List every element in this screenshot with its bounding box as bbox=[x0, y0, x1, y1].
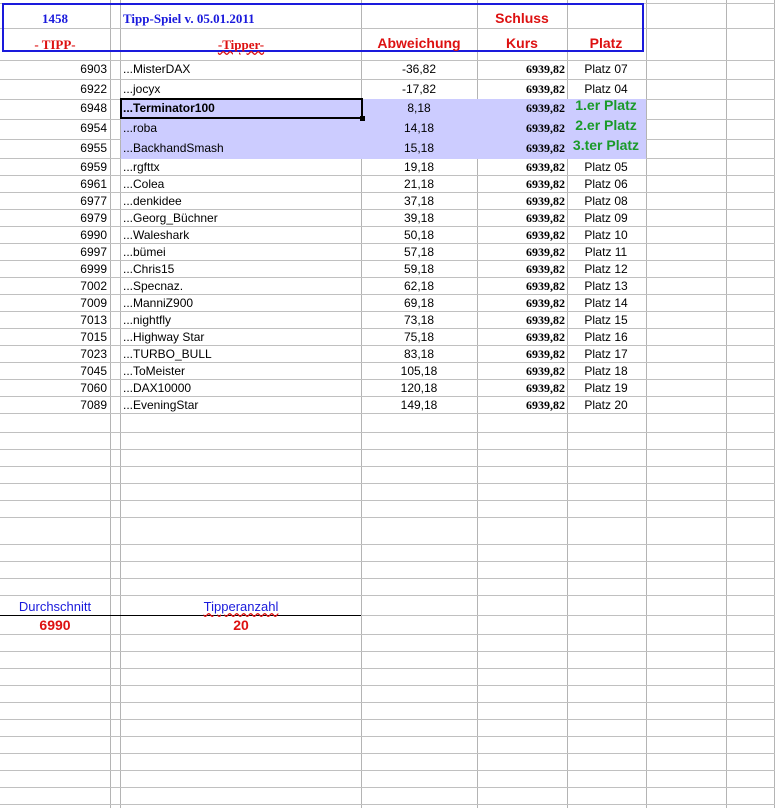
column-gridline bbox=[646, 0, 647, 808]
abweichung-cell[interactable]: 83,18 bbox=[403, 347, 435, 361]
tipperanzahl-label: Tipperanzahl bbox=[203, 599, 279, 614]
kurs-cell[interactable]: 6939,82 bbox=[526, 296, 565, 310]
abweichung-cell[interactable]: 37,18 bbox=[403, 194, 435, 208]
abweichung-cell[interactable]: 149,18 bbox=[400, 398, 438, 412]
platz-cell[interactable]: Platz 18 bbox=[584, 364, 628, 378]
tipp-cell[interactable]: 7089 bbox=[80, 398, 107, 412]
durchschnitt-value: 6990 bbox=[39, 617, 71, 633]
row-gridline bbox=[0, 544, 775, 545]
kurs-cell[interactable]: 6939,82 bbox=[526, 330, 565, 344]
abweichung-cell[interactable]: -36,82 bbox=[401, 62, 437, 76]
row-gridline bbox=[0, 770, 775, 771]
tipper-cell[interactable]: ...nightfly bbox=[123, 313, 172, 327]
row-gridline bbox=[0, 595, 775, 596]
kurs-cell[interactable]: 6939,82 bbox=[526, 194, 565, 208]
tipp-cell[interactable]: 6948 bbox=[80, 101, 107, 115]
row-gridline bbox=[0, 651, 775, 652]
row-gridline bbox=[0, 561, 775, 562]
col-header-tipp: - TIPP- bbox=[34, 37, 76, 52]
row-gridline bbox=[0, 578, 775, 579]
row-gridline bbox=[0, 432, 775, 433]
platz-cell[interactable]: Platz 08 bbox=[584, 194, 628, 208]
tipp-cell[interactable]: 6955 bbox=[80, 141, 107, 155]
col-header-schluss: Schluss bbox=[495, 10, 549, 26]
row-gridline bbox=[0, 449, 775, 450]
platz-cell[interactable]: 2.er Platz bbox=[575, 117, 637, 133]
tipp-cell[interactable]: 6999 bbox=[80, 262, 107, 276]
tipp-cell[interactable]: 7015 bbox=[80, 330, 107, 344]
platz-cell[interactable]: Platz 07 bbox=[584, 62, 628, 76]
row-gridline bbox=[0, 736, 775, 737]
kurs-cell[interactable]: 6939,82 bbox=[526, 262, 565, 276]
tipp-cell[interactable]: 7013 bbox=[80, 313, 107, 327]
fill-handle[interactable] bbox=[360, 116, 365, 121]
platz-cell[interactable]: Platz 04 bbox=[584, 82, 628, 96]
tipp-cell[interactable]: 6903 bbox=[80, 62, 107, 76]
platz-cell[interactable]: Platz 13 bbox=[584, 279, 628, 293]
col-header-kurs: Kurs bbox=[506, 35, 538, 51]
tipper-cell[interactable]: ...DAX10000 bbox=[123, 381, 192, 395]
tipper-cell[interactable]: ...MisterDAX bbox=[123, 62, 191, 76]
tipper-cell[interactable]: ...EveningStar bbox=[123, 398, 199, 412]
tipper-cell[interactable]: ...Georg_Büchner bbox=[123, 211, 218, 225]
tipper-cell[interactable]: ...Chris15 bbox=[123, 262, 175, 276]
tipp-cell[interactable]: 6922 bbox=[80, 82, 107, 96]
tipp-cell[interactable]: 6954 bbox=[80, 121, 107, 135]
kurs-cell[interactable]: 6939,82 bbox=[526, 228, 565, 242]
tipp-cell[interactable]: 7009 bbox=[80, 296, 107, 310]
row-gridline bbox=[0, 634, 775, 635]
tipper-cell[interactable]: ...bümei bbox=[123, 245, 166, 259]
row-gridline bbox=[0, 79, 775, 80]
col-header-abweichung: Abweichung bbox=[377, 35, 461, 51]
tipper-cell[interactable]: ...Specnaz. bbox=[123, 279, 184, 293]
abweichung-cell[interactable]: 8,18 bbox=[407, 101, 431, 115]
tipperanzahl-value: 20 bbox=[233, 617, 249, 633]
kurs-cell[interactable]: 6939,82 bbox=[526, 211, 565, 225]
abweichung-cell[interactable]: 15,18 bbox=[403, 141, 435, 155]
abweichung-cell[interactable]: 73,18 bbox=[403, 313, 435, 327]
kurs-cell[interactable]: 6939,82 bbox=[526, 177, 565, 191]
tipp-cell[interactable]: 7060 bbox=[80, 381, 107, 395]
abweichung-cell[interactable]: 69,18 bbox=[403, 296, 435, 310]
tipp-cell[interactable]: 6961 bbox=[80, 177, 107, 191]
abweichung-cell[interactable]: 50,18 bbox=[403, 228, 435, 242]
tipper-cell[interactable]: ...ToMeister bbox=[123, 364, 186, 378]
tipper-cell[interactable]: ...TURBO_BULL bbox=[123, 347, 212, 361]
kurs-cell[interactable]: 6939,82 bbox=[526, 121, 565, 135]
abweichung-cell[interactable]: 14,18 bbox=[403, 121, 435, 135]
row-gridline bbox=[0, 668, 775, 669]
platz-cell[interactable]: 1.er Platz bbox=[575, 97, 637, 113]
platz-cell[interactable]: Platz 20 bbox=[584, 398, 628, 412]
kurs-cell[interactable]: 6939,82 bbox=[526, 398, 565, 412]
kurs-cell[interactable]: 6939,82 bbox=[526, 347, 565, 361]
tipper-cell[interactable]: ...rgfttx bbox=[123, 160, 160, 174]
abweichung-cell[interactable]: 19,18 bbox=[403, 160, 435, 174]
platz-cell[interactable]: Platz 06 bbox=[584, 177, 628, 191]
kurs-cell[interactable]: 6939,82 bbox=[526, 279, 565, 293]
row-gridline bbox=[0, 702, 775, 703]
tipper-cell[interactable]: ...Waleshark bbox=[123, 228, 190, 242]
abweichung-cell[interactable]: 62,18 bbox=[403, 279, 435, 293]
platz-cell[interactable]: Platz 10 bbox=[584, 228, 628, 242]
platz-cell[interactable]: Platz 05 bbox=[584, 160, 628, 174]
tipp-cell[interactable]: 6959 bbox=[80, 160, 107, 174]
tipper-cell[interactable]: ...Terminator100 bbox=[123, 101, 215, 115]
kurs-cell[interactable]: 6939,82 bbox=[526, 245, 565, 259]
abweichung-cell[interactable]: -17,82 bbox=[401, 82, 437, 96]
tipper-cell[interactable]: ...Colea bbox=[123, 177, 165, 191]
platz-cell[interactable]: Platz 16 bbox=[584, 330, 628, 344]
abweichung-cell[interactable]: 39,18 bbox=[403, 211, 435, 225]
kurs-cell[interactable]: 6939,82 bbox=[526, 141, 565, 155]
tipp-cell[interactable]: 6990 bbox=[80, 228, 107, 242]
row-gridline bbox=[0, 804, 775, 805]
abweichung-cell[interactable]: 59,18 bbox=[403, 262, 435, 276]
row-gridline bbox=[0, 517, 775, 518]
row-gridline bbox=[0, 787, 775, 788]
tipp-cell[interactable]: 7045 bbox=[80, 364, 107, 378]
tipp-cell[interactable]: 7023 bbox=[80, 347, 107, 361]
platz-cell[interactable]: Platz 11 bbox=[584, 245, 628, 259]
kurs-cell[interactable]: 6939,82 bbox=[526, 160, 565, 174]
tipper-cell[interactable]: ...roba bbox=[123, 121, 158, 135]
column-gridline bbox=[726, 0, 727, 808]
tipper-cell[interactable]: ...ManniZ900 bbox=[123, 296, 194, 310]
platz-cell[interactable]: Platz 14 bbox=[584, 296, 628, 310]
tip-count: 1458 bbox=[42, 11, 68, 26]
column-gridline bbox=[110, 0, 111, 808]
abweichung-cell[interactable]: 75,18 bbox=[403, 330, 435, 344]
tipp-cell[interactable]: 6977 bbox=[80, 194, 107, 208]
tipper-cell[interactable]: ...denkidee bbox=[123, 194, 182, 208]
tipp-cell[interactable]: 7002 bbox=[80, 279, 107, 293]
kurs-cell[interactable]: 6939,82 bbox=[526, 313, 565, 327]
row-gridline bbox=[0, 483, 775, 484]
col-header-platz: Platz bbox=[589, 35, 623, 51]
kurs-cell[interactable]: 6939,82 bbox=[526, 82, 565, 96]
row-gridline bbox=[0, 685, 775, 686]
platz-cell[interactable]: Platz 12 bbox=[584, 262, 628, 276]
abweichung-cell[interactable]: 105,18 bbox=[400, 364, 438, 378]
platz-cell[interactable]: Platz 15 bbox=[584, 313, 628, 327]
tipp-cell[interactable]: 6979 bbox=[80, 211, 107, 225]
tipper-cell[interactable]: ...jocyx bbox=[123, 82, 161, 96]
abweichung-cell[interactable]: 120,18 bbox=[400, 381, 438, 395]
abweichung-cell[interactable]: 21,18 bbox=[403, 177, 435, 191]
platz-cell[interactable]: 3.ter Platz bbox=[572, 137, 640, 153]
kurs-cell[interactable]: 6939,82 bbox=[526, 364, 565, 378]
durchschnitt-label: Durchschnitt bbox=[18, 599, 92, 614]
abweichung-cell[interactable]: 57,18 bbox=[403, 245, 435, 259]
col-header-tipper: -Tipper- bbox=[217, 37, 265, 52]
platz-cell[interactable]: Platz 17 bbox=[584, 347, 628, 361]
kurs-cell[interactable]: 6939,82 bbox=[526, 381, 565, 395]
kurs-cell[interactable]: 6939,82 bbox=[526, 101, 565, 115]
sheet-title: Tipp-Spiel v. 05.01.2011 bbox=[123, 11, 255, 26]
platz-cell[interactable]: Platz 19 bbox=[584, 381, 628, 395]
selected-cell[interactable] bbox=[120, 98, 363, 119]
row-gridline bbox=[0, 466, 775, 467]
platz-cell[interactable]: Platz 09 bbox=[584, 211, 628, 225]
row-gridline bbox=[0, 500, 775, 501]
tipp-cell[interactable]: 6997 bbox=[80, 245, 107, 259]
row-gridline bbox=[0, 719, 775, 720]
row-gridline bbox=[0, 753, 775, 754]
summary-divider bbox=[0, 615, 361, 616]
tipper-cell[interactable]: ...BackhandSmash bbox=[123, 141, 224, 155]
kurs-cell[interactable]: 6939,82 bbox=[526, 62, 565, 76]
tipper-cell[interactable]: ...Highway Star bbox=[123, 330, 205, 344]
